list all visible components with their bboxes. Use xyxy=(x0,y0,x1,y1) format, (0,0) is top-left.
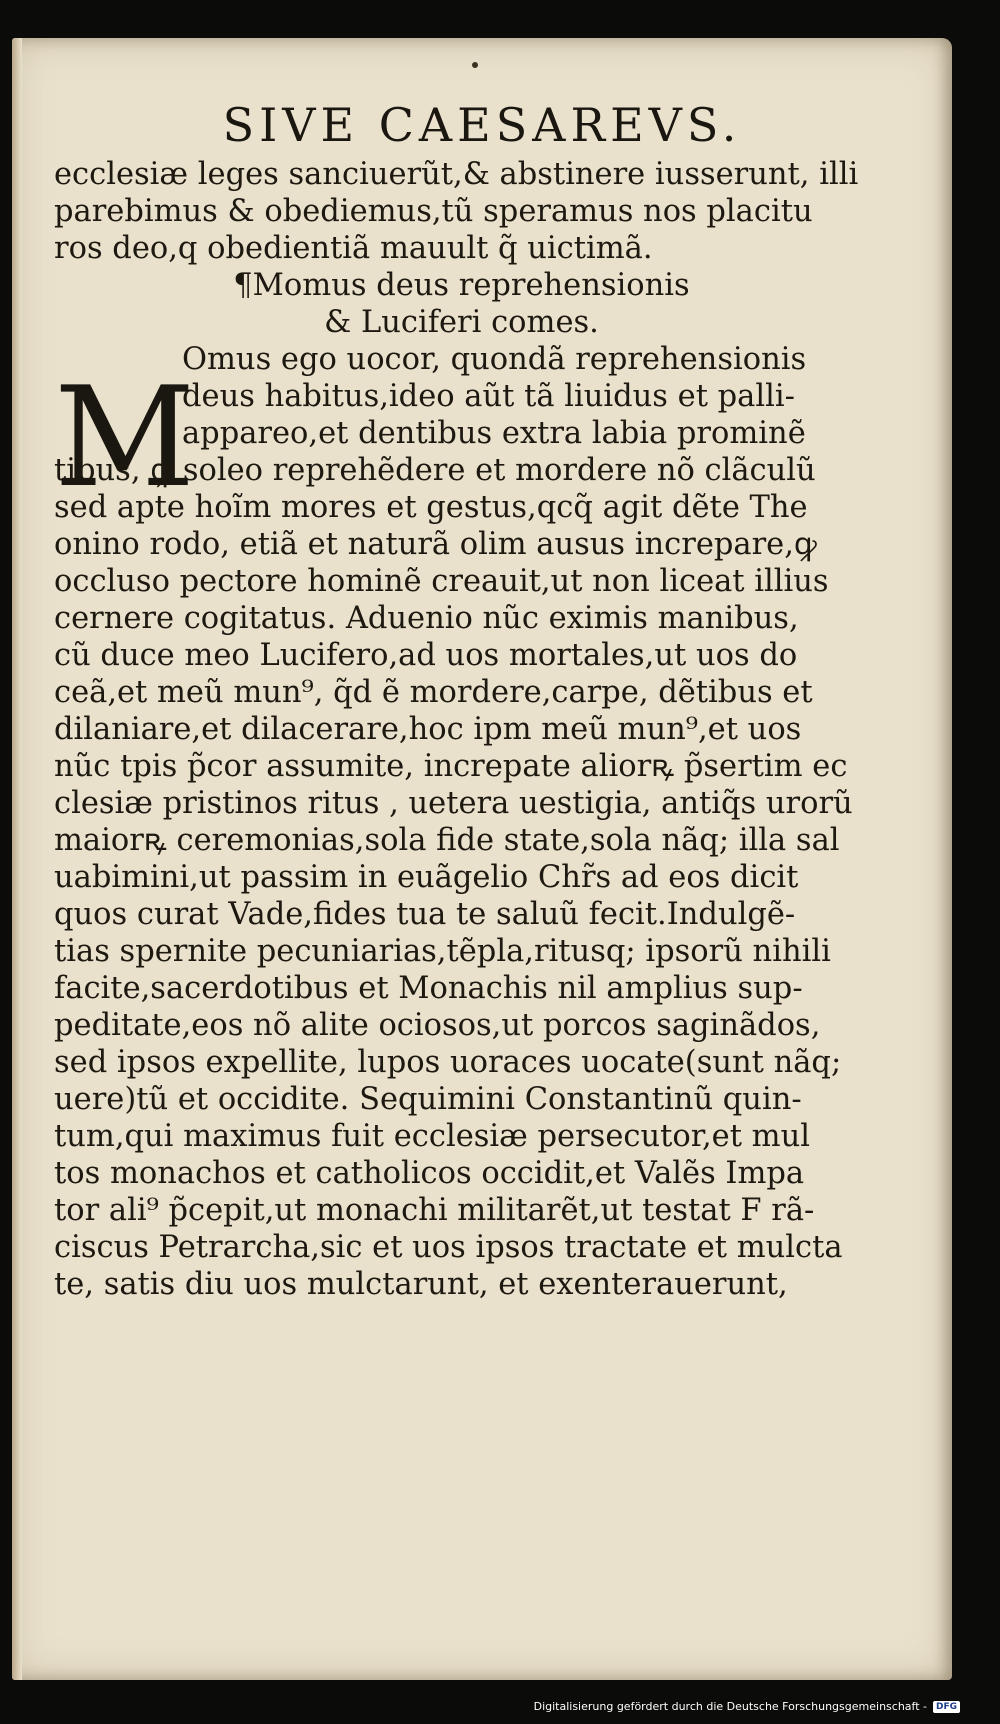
text-block xyxy=(54,156,869,1303)
text-line: tias spernite pecuniarias,tẽpla,ritusq; ipsorũ nihili xyxy=(54,934,831,969)
ink-spot xyxy=(472,62,478,68)
text-line: Omus ego uocor, quondã reprehensionis xyxy=(182,342,807,377)
text-line: maiorꝶ ceremonias,sola fide state,sola nãq; illa sal xyxy=(54,823,840,858)
text-line: quos curat Vade,fides tua te saluũ fecit.Indulgẽ- xyxy=(54,897,796,932)
text-line: ecclesiæ leges sanciuerũt,& abstinere iusserunt, illi xyxy=(54,157,859,192)
page-edge-shadow xyxy=(12,38,22,1680)
text-line: uere)tũ et occidite. Sequimini Constantinũ quin- xyxy=(54,1082,802,1117)
section-heading: & Luciferi comes. xyxy=(324,305,599,340)
text-line: parebimus & obediemus,tũ speramus nos placitu xyxy=(54,194,813,229)
text-line: deus habitus,ideo aũt tã liuidus et palli- xyxy=(182,379,795,414)
text-line: cũ duce meo Lucifero,ad uos mortales,ut uos do xyxy=(54,638,798,673)
text-line: sed ipsos expellite, lupos uoraces uocate(sunt nãq; xyxy=(54,1045,842,1080)
text-line: onino rodo, etiã et naturã olim ausus increpare,ꝙ xyxy=(54,527,817,562)
text-line: tor ali⁹ p̃cepit,ut monachi militarẽt,ut testat F rã- xyxy=(54,1193,815,1228)
text-line: tum,qui maximus fuit ecclesiæ persecutor,et mul xyxy=(54,1119,810,1154)
text-line: sed apte hoĩm mores et gestus,qcq̃ agit dẽte The xyxy=(54,490,808,525)
funding-notice xyxy=(534,1700,960,1713)
text-line: uabimini,ut passim in euãgelio Chr̃s ad eos dicit xyxy=(54,860,799,895)
funding-text: Digitalisierung gefördert durch die Deutsche Forschungsgemeinschaft - xyxy=(533,1700,927,1713)
text-line: tos monachos et catholicos occidit,et Valẽs Impa xyxy=(54,1156,805,1191)
text-line: dilaniare,et dilacerare,hoc ipm meũ mun⁹,et uos xyxy=(54,712,802,747)
book-page xyxy=(12,38,952,1680)
text-line: tibus, ꝙ soleo reprehẽdere et mordere nõ clãculũ xyxy=(54,453,816,488)
running-head: SIVE CAESAREVS. xyxy=(222,98,742,152)
text-line: cernere cogitatus. Aduenio nũc eximis manibus, xyxy=(54,601,799,636)
drop-cap-initial: M xyxy=(54,357,196,518)
dfg-logo: DFG xyxy=(933,1701,960,1713)
text-line: peditate,eos nõ alite ociosos,ut porcos saginãdos, xyxy=(54,1008,821,1043)
text-line: te, satis diu uos mulctarunt, et exenterauerunt, xyxy=(54,1267,788,1302)
text-line: ros deo,q obedientiã mauult q̃ uictimã. xyxy=(54,231,653,266)
text-line: appareo,et dentibus extra labia prominẽ xyxy=(182,416,806,451)
text-line: nũc tpis p̃cor assumite, increpate aliorꝶ p̃sertim ec xyxy=(54,749,848,784)
text-line: clesiæ pristinos ritus , uetera uestigia, antiq̃s urorũ xyxy=(54,786,853,821)
text-line: ceã,et meũ mun⁹, q̃d ẽ mordere,carpe, dẽtibus et xyxy=(54,675,813,710)
section-heading: ¶Momus deus reprehensionis xyxy=(233,268,690,303)
text-line: ciscus Petrarcha,sic et uos ipsos tractate et mulcta xyxy=(54,1230,843,1265)
text-line: facite,sacerdotibus et Monachis nil amplius sup- xyxy=(54,971,803,1006)
text-line: occluso pectore hominẽ creauit,ut non liceat illius xyxy=(54,564,829,599)
